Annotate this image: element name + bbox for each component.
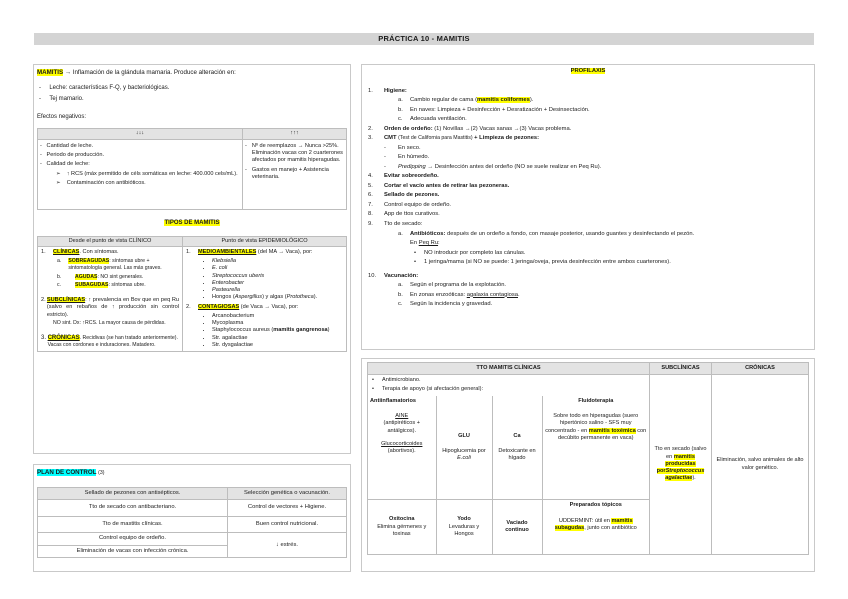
profilaxis-item: Evitar sobreordeño. (384, 173, 439, 180)
cmt-label: CMT (384, 135, 399, 142)
clinico-header: Desde el punto de vista CLÍNICO (38, 236, 183, 246)
medioambientales-text: (del MA → Vaca), por: (256, 248, 313, 255)
plan-item: Control de vectores + Higiene. (228, 500, 347, 517)
yodo-label: Yodo (457, 515, 471, 522)
antibioticos-text: después de un ordeño a fondo, con masaje posterior, usando guantes y desinfectando el pezón. (445, 230, 695, 237)
vacunacion-b3: . (517, 291, 520, 298)
pathogen-item: • Arcanobacterium (212, 313, 343, 320)
profilaxis-panel: PROFILAXIS 1. Higiene: a. Cambio regular de cama (mamitis coliformes). b. En naves: Limpieza + Desinfección + Desratización + Desinsectación. c. Adecuada ventilación. 2. Orden de ordeño: (1) Novillas →(2) Vacas sanas →(3) Vacas problema. 3. CMT (Test de California para Mastitis) + Limpieza de pezones: - En seco. - En húmedo. - Predipping → Desinfección antes del ordeño (NO se suele realizar en Peq Ru). 4. Evitar sobreordeño. 5. Cortar el vacío antes de retirar las pezoneras. 6. Sellado de pezones. 7. Control equipo de ordeño. 8. App de ttos curativos. 9. Tto de secado: a. Antibióticos: después de un ordeño a fondo, con masaje posterior, usando guantes y desinfectando el pezón. En Peq Ru: • NO introducir por completo las cánulas. • 1 jeringa/mama (si NO se puede: 1 jeringa/oveja, previa desinfección entre ambos cuarterones). 10. Vacunación: a. Según el programa de la explotación. b. En zonas enzoóticas: agalaxia contagiosa. c. Según la incidencia y gravedad. (361, 64, 815, 350)
subclinicas-label: SUBCLÍNICAS (46, 297, 86, 304)
staph-c: ) (327, 327, 330, 334)
tratamiento-table: TTO MAMITIS CLÍNICAS SUBCLÍNICAS CRÓNICAS • Antimicrobiano. • Terapia de apoyo (si afectación general): Antiinflamatorios AINE (antipiréticos + antálgicos). Glucocorticoides (abortivos). GLU Hipoglucemia por E.coli Ca Detoxicante en hígado Fluidoterapia Sobre todo en hiperagudas (suero hipertónico salino - SFS muy concentrado - en mamitis toxémica con decúbito permanente en vaca) Oxitocina Elimina gérmenes y toxinas Yodo Levaduras y Hongos Vaciado continuo Preparados tópicos UDDERMINT: útil en mamitis subagudas, junto con antibiótico Tto en secado (salvo en mamitis producidas porStreptococcus agalactiae). Eliminación, salvo animales de alto valor genético. (367, 362, 809, 555)
higiene-a3: ). (529, 97, 534, 104)
mamitis-term: MAMITIS (37, 69, 64, 76)
agudas-label: AGUDAS (75, 273, 98, 280)
vaciado-label: Vaciado continuo (492, 500, 542, 554)
quality-subitem: ↑ RCS (máx permitido de céls somáticas en leche: 400.000 cels/mL). (66, 170, 238, 177)
increase-item: Gastos en manejo + Asistencia veterinaria. (251, 166, 329, 180)
peqru-a: En (410, 240, 419, 247)
subclinicas-text: : ↑ prevalencia en Bov que en peq Ru (salvo en rebaños de ↑ producción sin control estricto). (46, 297, 179, 318)
subcl-t1: Tto en secado (salvo en (654, 446, 707, 460)
antibioticos-label: Antibióticos: (410, 230, 446, 237)
staph-item (212, 327, 343, 334)
antiinflamatorios-label: Antiinflamatorios (370, 397, 416, 404)
subagudas-label: SUBAGUDAS (75, 282, 109, 289)
preparados-label: Preparados tópicos (569, 502, 622, 509)
hongos-d: Prototheca (286, 294, 314, 301)
sobreagudas-label: SOBREAGUDAS (68, 258, 110, 265)
glu-text: Hipoglucemia por (442, 447, 486, 454)
alteration-item: Tej mamario. (49, 95, 84, 102)
plan-item: Control equipo de ordeño. (38, 533, 228, 546)
decrease-item: Periodo de producción. (46, 151, 105, 158)
higiene-c: Adecuada ventilación. (410, 116, 467, 123)
pathogen-item: • Mycoplasma (212, 320, 343, 327)
hongos-a: Hongos ( (212, 294, 235, 301)
peqru-item: NO introducir por completo las cánulas. (424, 249, 526, 256)
prep-t3: , junto con antibiótico (584, 524, 637, 531)
tto-cronicas-header: CRÓNICAS (712, 363, 809, 375)
aine-label: AINE (395, 413, 409, 420)
glu-label: GLU (458, 432, 470, 439)
plan-item: Selección genética o vacunación. (228, 487, 347, 500)
alteration-item: Leche: características F-Q, y bacteriológicas. (49, 85, 170, 92)
higiene-label: Higiene: (384, 87, 407, 94)
oxitocina-text: Elimina gérmenes y toxinas (377, 523, 427, 538)
intro-panel: MAMITIS → Inflamación de la glándula mamaria. Produce alteración en: - Leche: características F-Q, y bacteriológicas. - Tej mamario. Efectos negativos: ↓↓↓ ↑↑↑ - Cantidad de leche. - Periodo de producción. - Calidad de leche: ➢ ↑ RCS (máx permitido de céls somáticas en leche: 400.000 cels/mL). ➢ Contaminación con antibióticos. - Nº de reemplazos → Nunca >25%. Eliminación vacas con 2 cuarterones afectados por mamitis hiperagudas. - Gastos en manejo + Asistencia veterinaria. TIPOS DE MAMITIS Desde el punto de vista CLÍNICO Punto de vista EPIDEMIOLÓGICO 1. CLÍNICAS. Con síntomas. a. SOBREAGUDAS: síntomas ubre + sintomatología general. Las más graves. b. AGUDAS: NO sint generales. c. SUBAGUDAS: síntomas ubre. 2. SUBCLÍNICAS: ↑ prevalencia en Bov que en peq Ru (salvo en rebaños de ↑ producción sin control estricto). NO sint. Dx: ↑RCS. La mayor causa de pérdidas. 3. CRÓNICAS. Recidivas (se han tratado anteriormente). Vacas con cordones e induraciones. Matadero. 1. MEDIOAMBIENTALES (del MA → Vaca), por: • Klebsiella • E. coli • Streptococcus uberis • Enterobacter • Pasteurella • Hongos (Aspergillus) y algas (Prototheca). 2. CONTAGIOSAS (de Vaca → Vaca), por: • Arcanobacterium • Mycoplasma • Staphylococcus aureus (mamitis gangrenosa) • Str. agalactiae • Str. dysgalactiae (33, 64, 351, 454)
subcl-t2: mamitis producidas por (656, 453, 696, 475)
glu-ecoli: E.coli (457, 455, 471, 462)
tto-top-item: Antimicrobiano. (382, 377, 421, 384)
vacunacion-b1: En zonas enzoóticas: (410, 291, 467, 298)
plan-table (37, 487, 347, 559)
profilaxis-item: Cortar el vacío antes de retirar las pezoneras. (384, 182, 510, 189)
cronicas-treatment: Eliminación, salvo animales de alto valor genético. (712, 375, 809, 555)
plan-item: Tto de secado con antibacteriano. (38, 500, 228, 517)
increase-item: Nº de reemplazos → Nunca >25%. Eliminación vacas con 2 cuarterones afectados por mamitis hiperagudas. (251, 142, 343, 164)
higiene-b: En naves: Limpieza + Desinfección + Desratización + Desinsectación. (410, 106, 590, 113)
tratamiento-panel (361, 358, 815, 572)
increase-header: ↑↑↑ (243, 129, 347, 139)
aine-text: (antipiréticos + antálgicos). (383, 420, 421, 434)
vacunacion-a: Según el programa de la explotación. (410, 282, 507, 289)
plan-item: Sellado de pezones con antisépticos. (38, 487, 228, 500)
subclinicas-note: NO sint. Dx: ↑RCS. La mayor causa de pérdidas. (53, 319, 166, 326)
prep-t1: UDDERMINT: útil en (558, 517, 612, 524)
plan-panel (33, 464, 351, 572)
pathogen-item: • Streptococcus uberis (212, 273, 343, 280)
effects-table: ↓↓↓ ↑↑↑ - Cantidad de leche. - Periodo de producción. - Calidad de leche: ➢ ↑ RCS (máx permitido de céls somáticas en leche: 400.000 cels/mL). ➢ Contaminación con antibióticos. - Nº de reemplazos → Nunca >25%. Eliminación vacas con 2 cuarterones afectados por mamitis hiperagudas. - Gastos en manejo + Asistencia veterinaria. (37, 128, 347, 209)
predipping-text: → Desinfección antes del ordeño (NO se suele realizar en Peq Ru). (425, 163, 602, 170)
hongos-c: ) y algas ( (262, 294, 287, 301)
gluco-text: (abortivos). (387, 448, 416, 455)
tipos-title: TIPOS DE MAMITIS (164, 219, 220, 226)
staph-b: mamitis gangrenosa (273, 327, 328, 334)
vacunacion-b2: agalaxia contagiosa (466, 291, 518, 298)
profilaxis-title: PROFILAXIS (570, 68, 606, 74)
predipping-label: Predipping (398, 163, 426, 170)
vacunacion-label: Vacunación: (384, 272, 419, 279)
epidemio-header: Punto de vista EPIDEMIOLÓGICO (183, 236, 347, 246)
peqru-item: 1 jeringa/mama (si NO se puede: 1 jeringa/oveja, previa desinfección entre ambos cuarterones). (424, 259, 671, 266)
pathogen-item: • E. coli (212, 265, 343, 272)
cronicas-label: CRÓNICAS (47, 334, 80, 341)
fluido-t1: Sobre todo en hiperagudas (suero hipertónico salino - SFS muy concentrado - en (545, 413, 639, 434)
orden-label: Orden de ordeño: (384, 125, 435, 132)
fluido-label: Fluidoterapia (578, 397, 614, 404)
hongos-item (212, 294, 343, 301)
decrease-item: Cantidad de leche. (46, 142, 94, 149)
tipos-table: Desde el punto de vista CLÍNICO Punto de vista EPIDEMIOLÓGICO 1. CLÍNICAS. Con síntomas. a. SOBREAGUDAS: síntomas ubre + sintomatología general. Las más graves. b. AGUDAS: NO sint generales. c. SUBAGUDAS: síntomas ubre. 2. SUBCLÍNICAS: ↑ prevalencia en Bov que en peq Ru (salvo en rebaños de ↑ producción sin control estricto). NO sint. Dx: ↑RCS. La mayor causa de pérdidas. 3. CRÓNICAS. Recidivas (se han tratado anteriormente). Vacas con cordones e induraciones. Matadero. 1. MEDIOAMBIENTALES (del MA → Vaca), por: • Klebsiella • E. coli • Streptococcus uberis • Enterobacter • Pasteurella • Hongos (Aspergillus) y algas (Prototheca). 2. CONTAGIOSAS (de Vaca → Vaca), por: • Arcanobacterium • Mycoplasma • Staphylococcus aureus (mamitis gangrenosa) • Str. agalactiae • Str. dysgalactiae (37, 236, 347, 353)
peqru-b: Peq Ru (418, 240, 439, 247)
medioambientales-label: MEDIOAMBIENTALES (198, 248, 257, 255)
plan-item: ↓ estrés. (228, 533, 347, 558)
cmt-item: En seco. (398, 144, 421, 151)
yodo-text: Levaduras y Hongos (448, 523, 480, 538)
pathogen-item: • Klebsiella (212, 258, 343, 265)
profilaxis-item: App de ttos curativos. (384, 211, 440, 218)
ca-text: Detoxicante en hígado (498, 447, 536, 462)
gluco-label: Glucocorticoides (381, 440, 423, 447)
higiene-a1: Cambio regular de cama ( (410, 97, 478, 104)
hongos-e: ). (313, 294, 318, 301)
tto-clinicas-header: TTO MAMITIS CLÍNICAS (368, 363, 650, 375)
pathogen-item: • Pasteurella (212, 287, 343, 294)
plan-item: Tto de mastitis clínicas. (38, 516, 228, 533)
plan-item: Eliminación de vacas con infección crónica. (38, 545, 228, 558)
profilaxis-item: Control equipo de ordeño. (384, 201, 452, 208)
clinicas-label: CLÍNICAS (53, 248, 80, 255)
decrease-item: Calidad de leche: (46, 161, 90, 168)
plan-sup: (3) (98, 470, 105, 476)
higiene-a2: mamitis coliformes (477, 97, 530, 104)
subcl-t3: Streptococcus agalactiae (665, 468, 705, 482)
prep-t2: mamitis subagudas (554, 517, 633, 531)
pathogen-item: • Enterobacter (212, 280, 343, 287)
mamitis-def: → Inflamación de la glándula mamaria. Produce alteración en: (63, 69, 236, 76)
decrease-header: ↓↓↓ (38, 129, 243, 139)
ca-label: Ca (513, 432, 521, 439)
pathogen-item: • Str. dysgalactiae (212, 342, 343, 349)
plan-title: PLAN DE CONTROL (37, 469, 97, 476)
oxitocina-label: Oxitocina (389, 515, 415, 522)
subcl-t4: ). (692, 475, 696, 482)
vacunacion-c: Según la incidencia y gravedad. (410, 301, 493, 308)
plan-item: Buen control nutricional. (228, 516, 347, 533)
secado-label: Tto de secado: (384, 220, 423, 227)
cmt-note: (Test de California para Mastitis) (398, 135, 473, 142)
staph-a: Staphylococcus aureus ( (212, 327, 274, 334)
tto-top-item: Terapia de apoyo (si afectación general): (382, 385, 484, 392)
profilaxis-item: Sellado de pezones. (384, 192, 440, 199)
contagiosas-label: CONTAGIOSAS (198, 303, 240, 310)
peqru-c: : (438, 240, 440, 247)
orden-text: (1) Novillas →(2) Vacas sanas →(3) Vacas problema. (434, 125, 572, 132)
fluido-t2: mamitis toxémica (588, 427, 636, 434)
cmt-item: En húmedo. (398, 154, 430, 161)
pathogen-item: • Str. agalactiae (212, 335, 343, 342)
fluido-t3: con decúbito permanente en vaca) (557, 427, 647, 441)
subagudas-text: : síntomas ubre. (108, 282, 146, 289)
contagiosas-text: (de Vaca → Vaca), por: (239, 303, 299, 310)
quality-subitem: Contaminación con antibióticos. (66, 179, 146, 186)
cronicas-text: . Recidivas (se han tratado anteriormente). Vacas con cordones e induraciones. Matadero. (47, 334, 178, 349)
agudas-text: : NO sint generales. (97, 273, 144, 280)
page-title: PRÁCTICA 10 - MAMITIS (34, 33, 814, 45)
clinicas-text: . Con síntomas. (79, 248, 119, 255)
effects-label: Efectos negativos: (37, 113, 87, 120)
cmt-text: + Limpieza de pezones: (472, 135, 540, 142)
hongos-b: Aspergillus (234, 294, 263, 301)
tto-subclinicas-header: SUBCLÍNICAS (650, 363, 712, 375)
sobreagudas-text: : síntomas ubre + sintomatología general. Las más graves. (68, 258, 162, 271)
